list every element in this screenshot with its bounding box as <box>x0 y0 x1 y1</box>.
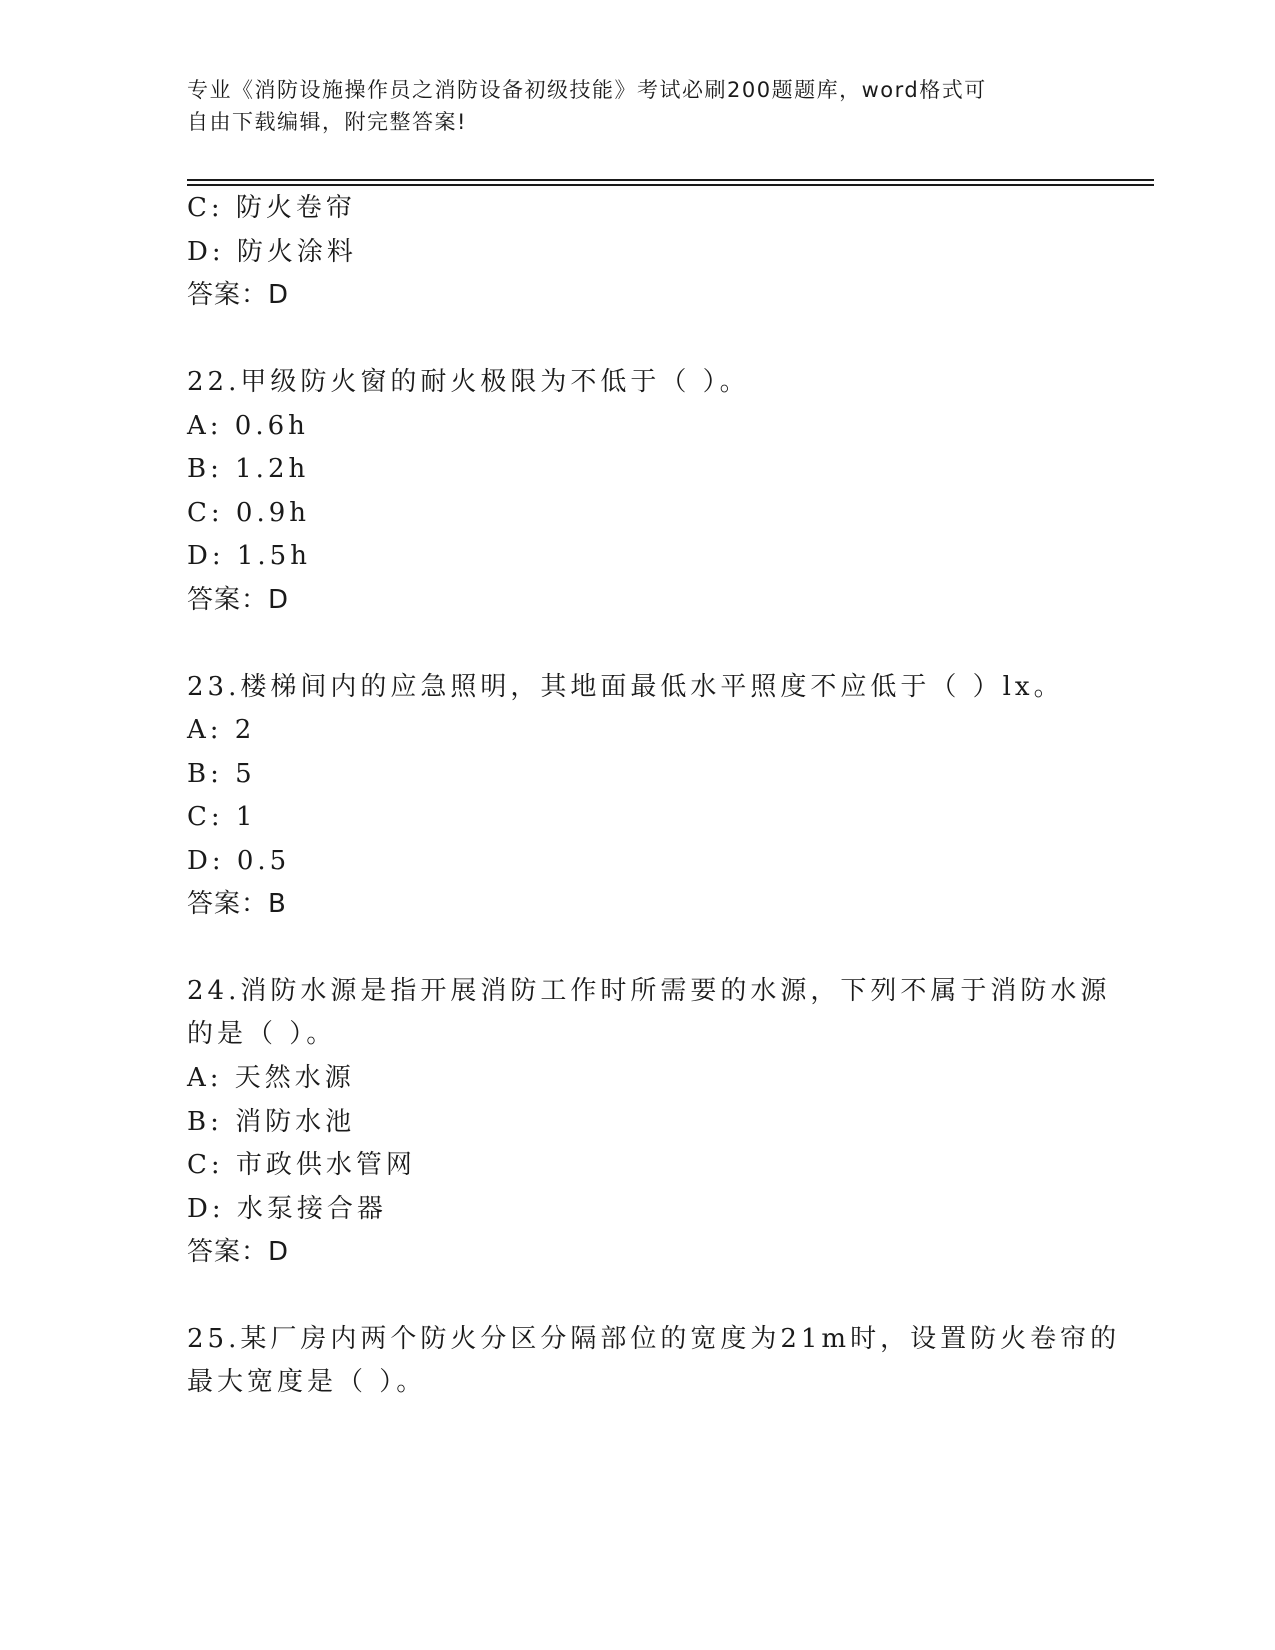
header-line-2: 自由下载编辑，附完整答案! <box>187 110 467 134</box>
header-divider-bottom <box>187 184 1154 186</box>
question-stem: 24.消防水源是指开展消防工作时所需要的水源，下列不属于消防水源 <box>187 976 1111 1006</box>
option-d: D: 0.5 <box>187 846 291 876</box>
answer-line: 答案：B <box>187 889 287 919</box>
question-stem: 25.某厂房内两个防火分区分隔部位的宽度为21m时，设置防火卷帘的 <box>187 1324 1121 1354</box>
option-a: A: 2 <box>187 715 256 745</box>
answer-line: 答案：D <box>187 1237 290 1267</box>
option-a: A: 0.6h <box>187 411 309 441</box>
answer-line: 答案：D <box>187 585 290 615</box>
option-b: B: 5 <box>187 759 256 789</box>
option-b: B: 1.2h <box>187 454 310 484</box>
header-divider-top <box>187 179 1154 181</box>
option-c: C: 市政供水管网 <box>187 1150 416 1180</box>
question-stem-cont: 最大宽度是（ ）。 <box>187 1367 427 1397</box>
question-stem: 22.甲级防火窗的耐火极限为不低于（ ）。 <box>187 367 750 397</box>
option-d: D: 水泵接合器 <box>187 1194 387 1224</box>
document-header <box>187 74 1087 138</box>
option-c: C: 1 <box>187 802 257 832</box>
option-a: A: 天然水源 <box>187 1063 355 1093</box>
header-line-1: 专业《消防设施操作员之消防设备初级技能》考试必刷200题题库，word格式可 <box>187 78 987 102</box>
question-stem: 23.楼梯间内的应急照明，其地面最低水平照度不应低于（ ）lx。 <box>187 672 1064 702</box>
answer-line: 答案：D <box>187 280 290 310</box>
option-c: C: 防火卷帘 <box>187 193 356 223</box>
question-stem-cont: 的是（ ）。 <box>187 1019 337 1049</box>
option-d: D: 防火涂料 <box>187 237 357 267</box>
option-d: D: 1.5h <box>187 541 311 571</box>
option-c: C: 0.9h <box>187 498 311 528</box>
option-b: B: 消防水池 <box>187 1107 356 1137</box>
